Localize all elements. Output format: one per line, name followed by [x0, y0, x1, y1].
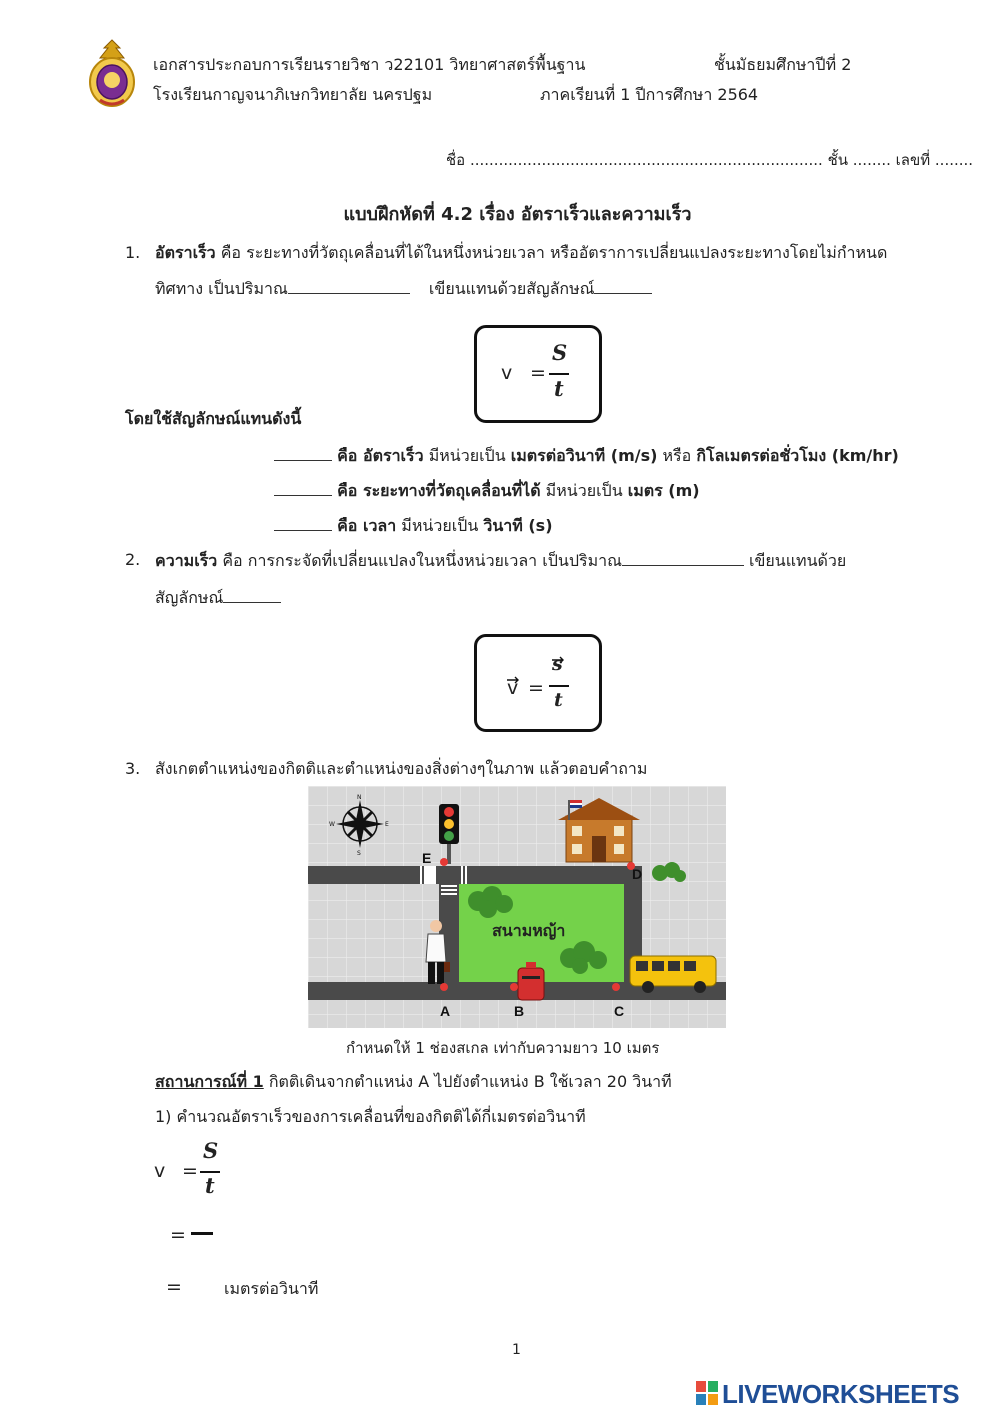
map-scale-caption: กำหนดให้ 1 ช่องสเกล เท่ากับความยาว 10 เมตร: [346, 1039, 660, 1057]
q2-number: 2.: [125, 550, 141, 569]
q1-symbol-prompt: เขียนแทนด้วยสัญลักษณ์: [428, 279, 595, 298]
unit-meter: เมตร (m): [627, 481, 700, 500]
formula-denominator: t: [554, 689, 563, 711]
calc-block: [150, 1136, 350, 1306]
symbol-row-speed: [274, 444, 899, 467]
header-subject: เอกสารประกอบการเรียนรายวิชา ว22101 วิทยาศาสตร์พื้นฐาน: [153, 55, 586, 74]
calc-equals-3: =: [166, 1276, 182, 1298]
situation1-question1: 1) คำนวณอัตราเร็วของการเคลื่อนที่ของกิตติได้กี่เมตรต่อวินาที: [155, 1107, 586, 1126]
q2-symbol-blank[interactable]: [223, 586, 281, 603]
situation1-label: สถานการณ์ที่ 1: [155, 1072, 264, 1091]
q1-symbol-blank[interactable]: [594, 277, 652, 294]
unit-or: หรือ: [657, 446, 697, 465]
liveworksheets-logo: [696, 1379, 996, 1409]
header-grade: ชั้นมัธยมศึกษาปีที่ 2: [714, 55, 852, 74]
q2-line2: [155, 586, 281, 609]
q1-definition: คือ ระยะทางที่วัตถุเคลื่อนที่ได้ในหนึ่งหน่วยเวลา หรืออัตราการเปลี่ยนแปลงระยะทางโดยไม่กำหนด: [215, 243, 888, 262]
q2-line1: [155, 549, 846, 572]
symbol-row-time: [274, 514, 553, 537]
page-number: 1: [512, 1342, 521, 1358]
symbol-meaning-speed: คือ อัตราเร็ว: [337, 446, 424, 465]
q2-definition: คือ การกระจัดที่เปลี่ยนแปลงในหนึ่งหน่วยเวลา เป็นปริมาณ: [217, 551, 622, 570]
formula-equals: =: [530, 362, 546, 384]
position-map: [308, 786, 726, 1028]
unit-prefix: มีหน่วยเป็น: [396, 516, 484, 535]
liveworksheets-icon: [696, 1381, 718, 1405]
page-title: แบบฝึกหัดที่ 4.2 เรื่อง อัตราเร็วและความเร็ว: [343, 204, 692, 225]
situation1-text: กิตติเดินจากตำแหน่ง A ไปยังตำแหน่ง B ใช้เวลา 20 วินาที: [263, 1072, 672, 1091]
q1-number: 1.: [125, 243, 141, 262]
q3-number: 3.: [125, 759, 141, 778]
unit-mps: เมตรต่อวินาที (m/s): [510, 446, 658, 465]
symbol-row-distance: [274, 479, 700, 502]
formula-v-vector: v: [507, 677, 519, 699]
formula-fraction-bar: [549, 685, 569, 687]
q2-term: ความเร็ว: [155, 551, 218, 570]
unit-prefix: มีหน่วยเป็น: [423, 446, 511, 465]
symbols-heading: โดยใช้สัญลักษณ์แทนดังนี้: [125, 409, 302, 428]
q1-quantity-prompt: ทิศทาง เป็นปริมาณ: [155, 279, 288, 298]
mailbox-icon: [518, 962, 544, 1000]
formula-equals: =: [528, 677, 544, 699]
point-a-label: A: [440, 1003, 451, 1019]
compass-e: E: [385, 821, 389, 828]
formula-denominator: t: [554, 376, 564, 401]
formula-numerator: S: [552, 340, 568, 365]
symbol-meaning-time: คือ เวลา: [337, 516, 397, 535]
header-semester: ภาคเรียนที่ 1 ปีการศึกษา 2564: [540, 85, 759, 104]
student-info-line[interactable]: ชื่อ .......................................................................... ชั้น ........ เลขที่ ........: [446, 151, 974, 169]
calc-equals: =: [182, 1160, 198, 1182]
compass-n: N: [357, 794, 362, 801]
q2-symbol-prompt-b: สัญลักษณ์: [155, 588, 224, 607]
calc-answer-fraction-bar[interactable]: [191, 1232, 213, 1235]
symbol-blank-distance[interactable]: [274, 479, 332, 496]
symbol-blank-time[interactable]: [274, 514, 332, 531]
calc-equals-2: =: [170, 1224, 186, 1246]
velocity-formula-box: [474, 634, 602, 732]
point-d-label: D: [632, 866, 643, 882]
q1-quantity-blank[interactable]: [288, 277, 410, 294]
q1-line2: [155, 277, 652, 300]
formula-v: v: [501, 362, 513, 384]
unit-kmh: กิโลเมตรต่อชั่วโมง (km/hr): [696, 446, 899, 465]
header-school: โรงเรียนกาญจนาภิเษกวิทยาลัย นครปฐม: [153, 85, 433, 104]
formula-fraction-bar: [549, 373, 569, 375]
compass-w: W: [329, 821, 335, 828]
q2-symbol-prompt-a: เขียนแทนด้วย: [743, 551, 847, 570]
calc-v: v: [154, 1160, 166, 1182]
calc-denominator: t: [205, 1173, 215, 1198]
compass-s: S: [357, 850, 361, 857]
q1-line1: [155, 242, 887, 264]
q2-quantity-blank[interactable]: [622, 549, 744, 566]
situation1-line: [155, 1071, 672, 1093]
calc-unit: เมตรต่อวินาที: [224, 1279, 319, 1298]
speed-formula-box: [474, 325, 602, 423]
symbol-meaning-distance: คือ ระยะทางที่วัตถุเคลื่อนที่ได้: [337, 481, 541, 500]
q1-term: อัตราเร็ว: [155, 243, 216, 262]
symbol-blank-speed[interactable]: [274, 444, 332, 461]
point-b-label: B: [514, 1003, 525, 1019]
vector-arrow-icon: [506, 669, 520, 677]
brand-name: LIVEWORKSHEETS: [722, 1379, 960, 1409]
point-c-label: C: [614, 1003, 625, 1019]
point-e-label: E: [422, 850, 432, 866]
calc-numerator: S: [203, 1138, 219, 1163]
school-logo: [86, 38, 138, 110]
unit-second: วินาที (s): [483, 516, 553, 535]
road-top: [308, 866, 642, 884]
formula-numerator: s: [552, 653, 563, 675]
unit-prefix: มีหน่วยเป็น: [540, 481, 628, 500]
field-label: สนามหญ้า: [492, 923, 566, 940]
q3-instruction: สังเกตตำแหน่งของกิตติและตำแหน่งของสิ่งต่างๆในภาพ แล้วตอบคำถาม: [155, 759, 648, 778]
